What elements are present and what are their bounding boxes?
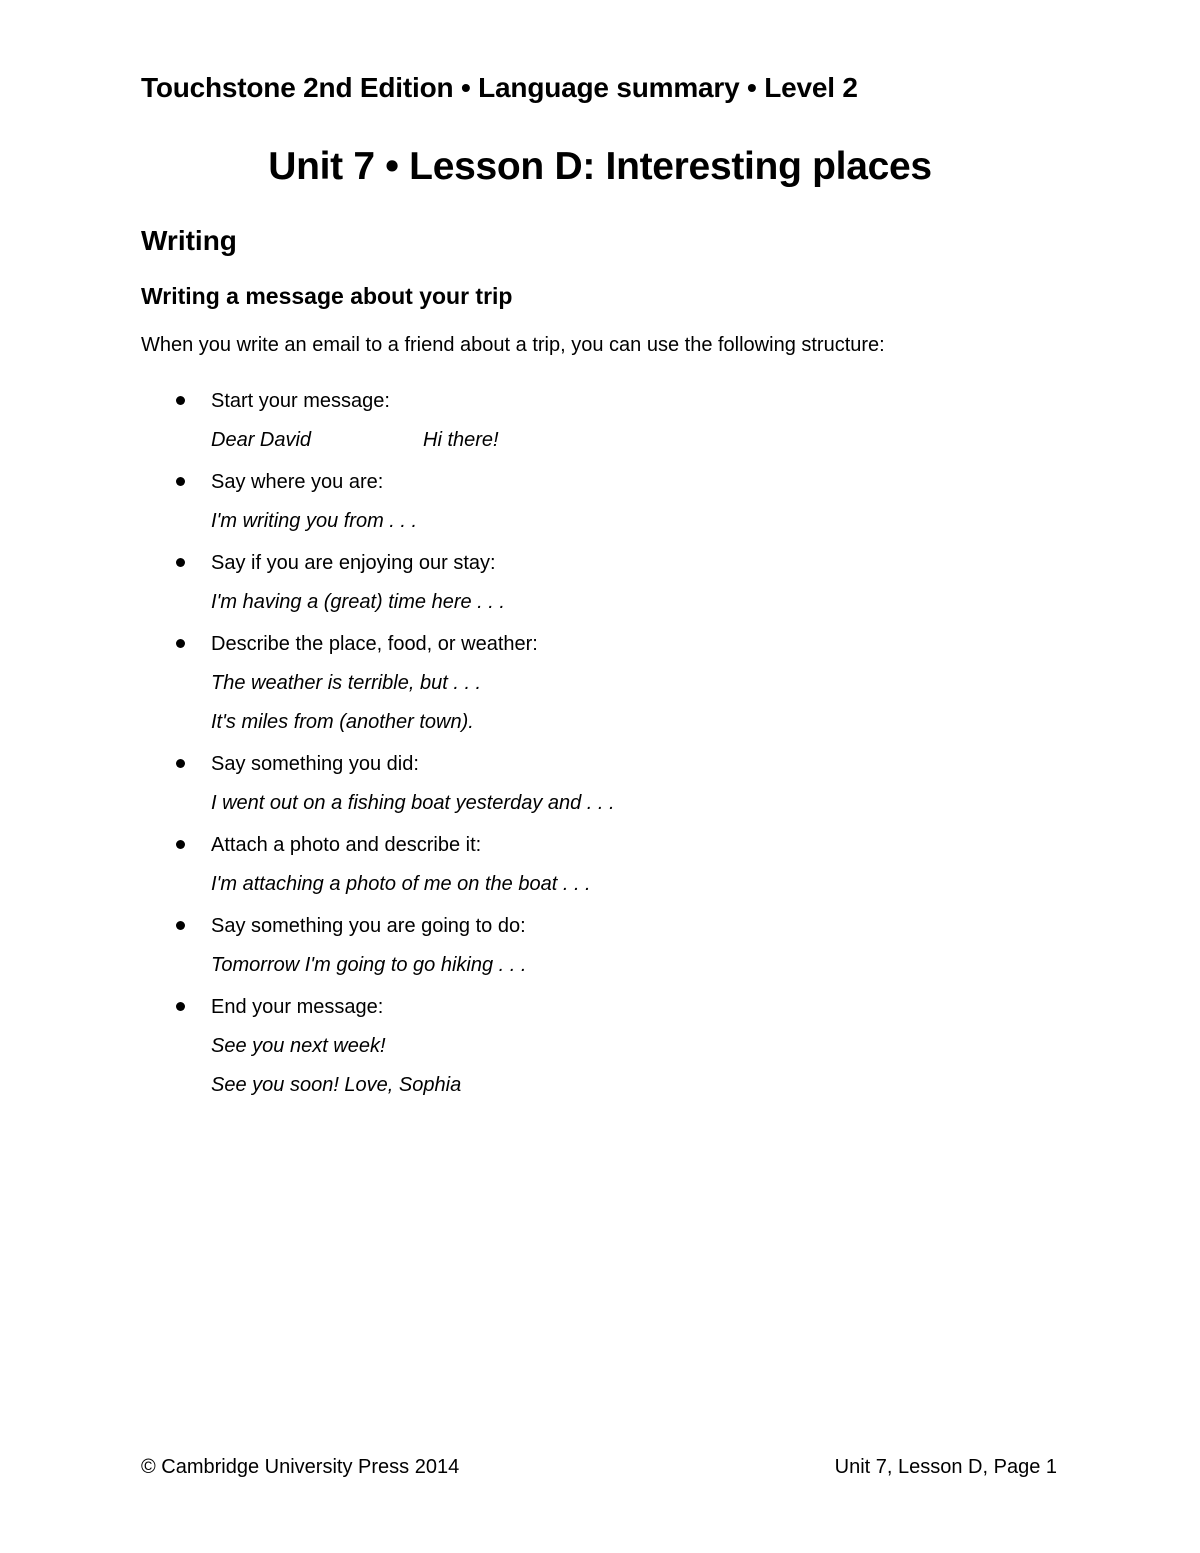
bullet-icon: [176, 921, 185, 930]
series-header: Touchstone 2nd Edition • Language summary • Level 2: [141, 72, 858, 103]
list-item: [0, 831, 1200, 898]
item-label: Attach a photo and describe it:: [211, 834, 482, 856]
section-heading: Writing: [141, 225, 237, 256]
item-label: Say something you are going to do:: [211, 915, 526, 937]
list-item: [0, 468, 1200, 535]
example-text: See you next week!: [211, 1035, 386, 1057]
item-label: End your message:: [211, 996, 384, 1018]
example-text: I'm having a (great) time here . . .: [211, 591, 505, 613]
bullet-icon: [176, 639, 185, 648]
list-item: [0, 549, 1200, 616]
example-row: [211, 426, 1200, 454]
list-item: [0, 912, 1200, 979]
example-text: I'm writing you from . . .: [211, 510, 418, 532]
item-label: Start your message:: [211, 390, 390, 412]
subsection-heading: Writing a message about your trip: [141, 283, 513, 309]
bullet-icon: [176, 558, 185, 567]
example-text: See you soon! Love, Sophia: [211, 1074, 462, 1096]
example-text: I went out on a fishing boat yesterday and . . .: [211, 792, 615, 814]
example-text: Hi there!: [423, 429, 499, 451]
example-text: The weather is terrible, but . . .: [211, 672, 482, 694]
bullet-icon: [176, 759, 185, 768]
example-text: Tomorrow I'm going to go hiking . . .: [211, 954, 527, 976]
list-item: [0, 630, 1200, 736]
bullet-icon: [176, 396, 185, 405]
footer-page-number: Unit 7, Lesson D, Page 1: [834, 1456, 1057, 1478]
page-title: Unit 7 • Lesson D: Interesting places: [268, 145, 932, 188]
bullet-icon: [176, 1002, 185, 1011]
bullet-icon: [176, 840, 185, 849]
intro-paragraph: When you write an email to a friend about a trip, you can use the following structure:: [141, 334, 885, 356]
item-label: Describe the place, food, or weather:: [211, 633, 538, 655]
list-item: [0, 750, 1200, 817]
structure-list: [0, 387, 1200, 1113]
footer-copyright: © Cambridge University Press 2014: [141, 1456, 460, 1478]
example-text: I'm attaching a photo of me on the boat . . .: [211, 873, 591, 895]
item-label: Say where you are:: [211, 471, 384, 493]
bullet-icon: [176, 477, 185, 486]
example-text: Dear David: [211, 429, 312, 451]
list-item: [0, 387, 1200, 454]
item-label: Say if you are enjoying our stay:: [211, 552, 496, 574]
list-item: [0, 993, 1200, 1099]
item-label: Say something you did:: [211, 753, 419, 775]
example-text: It's miles from (another town).: [211, 711, 474, 733]
